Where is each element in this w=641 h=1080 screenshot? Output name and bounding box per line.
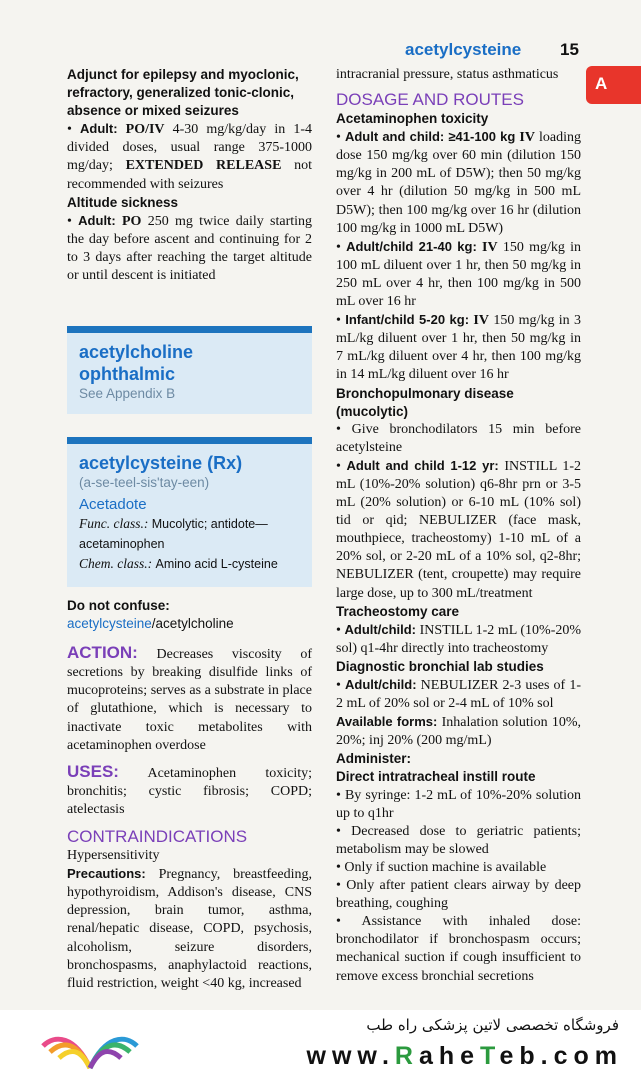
confuse-items: acetylcysteine/acetylcholine <box>67 616 234 632</box>
instill-route-heading: Direct intratracheal instill route <box>336 769 536 785</box>
admin-a3: • Only if suction machine is available <box>336 859 547 875</box>
thumb-index-tab[interactable] <box>586 66 641 104</box>
admin-a2: • Decreased dose to geriatric patients; metabolism may be slowed <box>336 823 581 857</box>
admin-a5: • Assistance with inhaled dose: bronchodilator if bronchospasm occurs; mechanical suction if cough insufficient to remove excess bronchial secretions <box>336 914 581 984</box>
running-header <box>400 40 600 64</box>
broncho-heading: Bronchopulmonary disease (mucolytic) <box>336 385 514 419</box>
trach-dose: • Adult/child: INSTILL 1-2 mL (10%-20% sol) q1-4hr directly into tracheostomy <box>336 621 582 656</box>
confuse-label: Do not confuse: <box>67 598 170 613</box>
pronunciation: (a-se-teel-sis'tay-een) <box>79 475 210 490</box>
diagnostic-heading: Diagnostic bronchial lab studies <box>336 658 544 674</box>
broncho-b1: • Give bronchodilators 15 min before acetylsteine <box>336 421 581 455</box>
continued-text: intracranial pressure, status asthmaticus <box>336 67 559 82</box>
right-column <box>336 66 581 986</box>
available-forms: Available forms: Inhalation solution 10%, 20%; inj 20% (200 mg/mL) <box>336 714 581 749</box>
altitude-heading: Altitude sickness <box>67 194 179 210</box>
page-number: 15 <box>560 40 579 59</box>
precautions-para: Precautions: Pregnancy, breastfeeding, hypothyroidism, Addison's disease, CNS depression, brain tumor, asthma, renal/hepatic disease, COPD, psychosis, alcoholism, seizure disorders, bronchospasms, anaphylactoid reactions, fluid restriction, weight <40 kg, increased <box>67 866 312 991</box>
dosage-heading: DOSAGE AND ROUTES <box>336 90 524 110</box>
uses-para: USES: Acetaminophen toxicity; bronchitis; cystic fibrosis; COPD; atelectasis <box>67 761 312 817</box>
box1-see-appendix: See Appendix B <box>79 386 176 401</box>
trach-heading: Tracheostomy care <box>336 603 460 619</box>
dose-21-40: • Adult/child 21-40 kg: IV 150 mg/kg in 100 mL diluent over 1 hr, then 50 mg/kg in 250 mL over 4 hr, then 100 mg/kg in 500 mL over 16 hr <box>336 238 582 310</box>
admin-a4: • Only after patient clears airway by deep breathing, coughing <box>336 878 581 912</box>
box2-name: acetylcysteine (Rx) <box>79 453 243 473</box>
altitude-dose: • Adult: PO 250 mg twice daily starting the day before ascent and continuing for 2 to 3 days after reaching the target altitude or until descent is initiated <box>67 212 313 284</box>
contra-text: Hypersensitivity <box>67 848 160 864</box>
left-column-bottom <box>67 597 312 993</box>
diagnostic-dose: • Adult/child: NEBULIZER 2-3 uses of 1-2 mL of 20% sol or 2-4 mL of 10% sol <box>336 677 581 712</box>
watermark-footer <box>0 1010 641 1080</box>
contraindications-heading: CONTRAINDICATIONS <box>67 827 248 847</box>
admin-a1: • By syringe: 1-2 mL of 10%-20% solution up to q1hr <box>336 787 581 821</box>
shop-name: فروشگاه تخصصی لاتین پزشکی راه طب <box>366 1016 619 1034</box>
dose-adult: • Adult and child: ≥41-100 kg IV loading dose 150 mg/kg over 60 min (dilution 150 mg/kg in 200 mL of D5W); then 50 mg/kg over 4 hr (dilution 50 mg/kg in 500 mL D5W); then 100 mg/kg over 16 hr (dilution 100 mg/kg in 1000 mL D5W) <box>336 129 581 236</box>
chem-class: Chem. class.: Amino acid L-cysteine <box>79 556 278 571</box>
acetaminophen-heading: Acetaminophen toxicity <box>336 111 489 127</box>
left-column-top <box>67 66 312 285</box>
broncho-b2: • Adult and child 1-12 yr: INSTILL 1-2 mL (10%-20% solution) q6-8hr prn or 3-5 mL (20% solution) or 6-10 mL (10% sol) tid or qid; NEBULIZER (face mask, mouthpiece, tracheostomy) 1-10 mL of a 20% sol, or 2-20 mL of a 10% sol, q2-8hr; NEBULIZER (tent, croupette) may require large dose, up to 300 mL/treatment <box>336 457 582 601</box>
epilepsy-dose: • Adult: PO/IV 4-30 mg/kg/day in 1-4 divided doses, usual range 375-1000 mg/day; EXTENDED RELEASE not recommended with seizures <box>67 121 312 192</box>
tab-letter: A <box>595 74 608 93</box>
book-logo-icon <box>35 1016 145 1076</box>
header-drug-name: acetylcysteine <box>405 40 522 59</box>
administer-heading: Administer: <box>336 751 412 767</box>
acetylcysteine-box <box>67 437 312 587</box>
action-para: ACTION: Decreases viscosity of secretions by breaking disulfide links of mucoproteins; serves as a substrate in place of glutathione, which is necessary to inactivate toxic metabolites with acetaminophen overdose <box>67 643 313 753</box>
shop-url[interactable]: www.RaheTeb.com <box>306 1042 623 1070</box>
trade-name: Acetadote <box>79 496 147 513</box>
dose-5-20: • Infant/child 5-20 kg: IV 150 mg/kg in 3 mL/kg diluent over 1 hr, then 50 mg/kg in 7 mL/kg diluent over 4 hr, then 100 mg/kg in 14 mL/kg diluent over 16 hr <box>336 312 582 383</box>
func-class: Func. class.: Mucolytic; antidote—acetaminophen <box>79 516 268 551</box>
box1-name: acetylcholine ophthalmic <box>79 342 194 384</box>
epilepsy-heading: Adjunct for epilepsy and myoclonic, refractory, generalized tonic-clonic, absence or mixed seizures <box>67 67 299 119</box>
acetylcholine-box <box>67 326 312 414</box>
